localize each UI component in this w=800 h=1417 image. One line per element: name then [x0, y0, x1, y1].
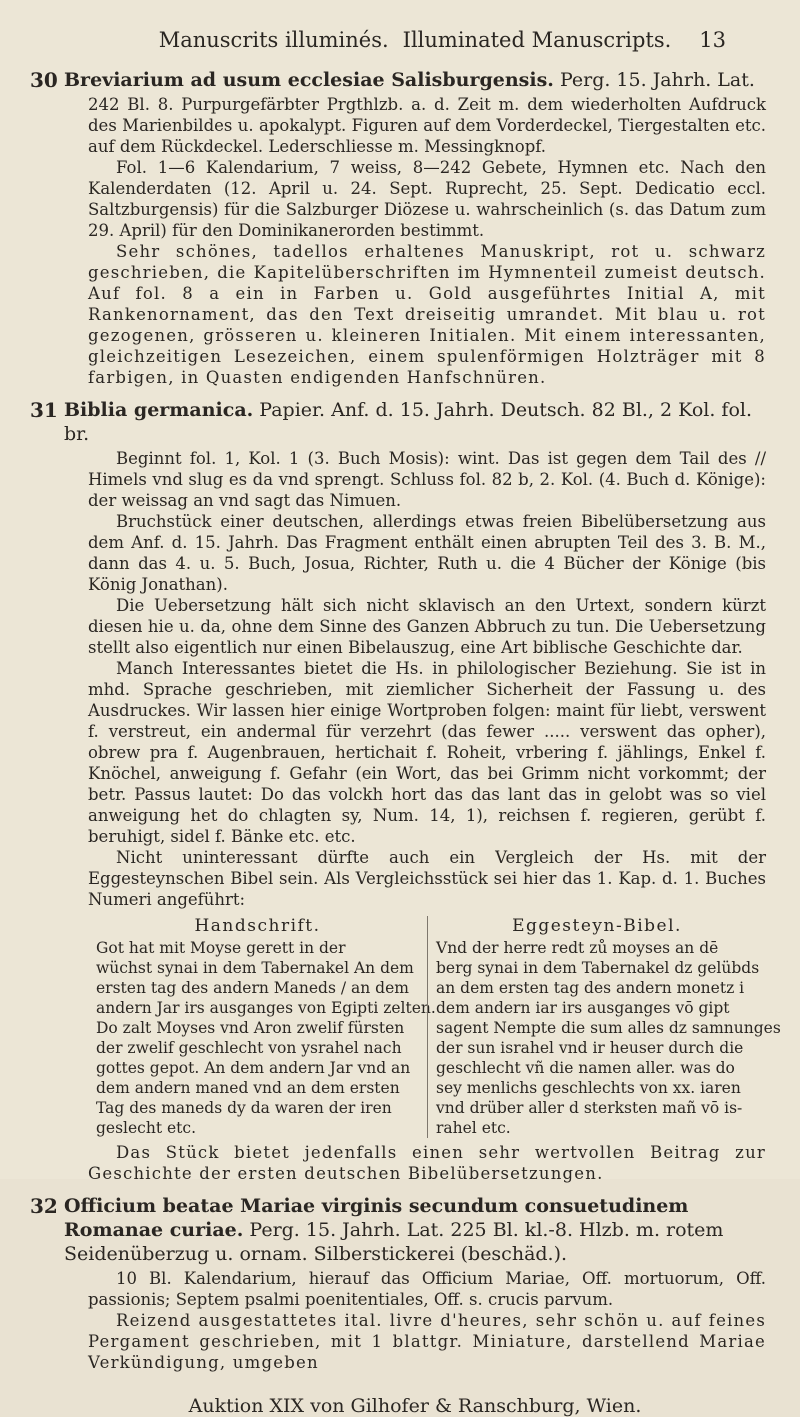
comparison-table	[64, 916, 781, 1138]
header-left: Manuscrits illuminés.	[158, 28, 389, 52]
comparison-line: vnd drüber aller d sterksten mañ vō is-	[436, 1099, 743, 1117]
comparison-line: dem andern maned vnd an dem ersten	[96, 1079, 400, 1097]
page-footer: Auktion XIX von Gilhofer & Ranschburg, Wien.	[188, 1395, 642, 1417]
entry-paragraph: 10 Bl. Kalendarium, hierauf das Officium Mariae, Off. mortuorum, Off. passionis; Septem psalmi poenitentiales, Off. s. crucis parvum.	[88, 1269, 766, 1309]
comparison-left-column	[88, 916, 436, 1138]
comparison-line: Tag des maneds dy da waren der iren	[96, 1099, 392, 1117]
entry-title-main: Biblia germanica.	[64, 399, 254, 421]
comparison-line: Do zalt Moyses vnd Aron zwelif fürsten	[96, 1019, 405, 1037]
entry-number: 30	[30, 68, 58, 92]
entry-title-main: Breviarium ad usum ecclesiae Salisburgensis.	[64, 69, 554, 91]
entry-title	[64, 398, 766, 446]
entry-description: 242 Bl. 8. Purpurgefärbter Prgthlzb. a. d. Zeit m. dem wiederholten Aufdruck des Marienbildes u. apokalypt. Figuren auf dem Vorderdeckel, Tiergestalten etc. auf dem Rückdeckel. Lederschliesse m. Messingknopf.	[88, 95, 766, 156]
entry-32	[30, 1194, 766, 1373]
entry-paragraph: Manch Interessantes bietet die Hs. in philologischer Beziehung. Sie ist in mhd. Sprache geschrieben, mit ziemlicher Sicherheit der Fassung u. des Ausdruckes. Wir lassen hier einige Wortproben folgen: maint für liebt, verswent f. verstreut, ein andermal für verzehrt (das fewer ..... verswent das opher), obrew pra f. Augenbrauen, hertichait f. Roheit, vrbering f. jählings, Enkel f. Knöchel, anweigung f. Gefahr (ein Wort, das bei Grimm nicht vorkommt; der betr. Passus lautet: Do das volckh hort das das lant das in gelobt was so viel anweigung het do chlagten sy, Num. 14, 1), reichsen f. regieren, gerübt f. beruhigt, sidel f. Bänke etc. etc.	[88, 659, 766, 846]
comparison-line: geschlecht vñ die namen aller. was do	[436, 1059, 735, 1077]
comparison-line: wüchst synai in dem Tabernakel An dem	[96, 959, 414, 977]
entry-title	[64, 68, 766, 92]
entry-30	[30, 68, 766, 388]
entry-closing: Das Stück bietet jedenfalls einen sehr wertvollen Beitrag zur Geschichte der ersten deutschen Bibelübersetzungen.	[88, 1143, 766, 1183]
comparison-line: sey menlichs geschlechts von xx. iaren	[436, 1079, 741, 1097]
entry-number: 31	[30, 398, 58, 422]
entry-title-rest: Perg. 15. Jahrh. Lat.	[559, 69, 755, 91]
comparison-left-title: Handschrift.	[194, 916, 321, 936]
comparison-line: ersten tag des andern Maneds / an dem	[96, 979, 409, 997]
entry-title-rest: Papier. Anf. d. 15. Jahrh. Deutsch. 82 Bl., 2 Kol. fol. br.	[64, 399, 753, 445]
comparison-line: rahel etc.	[436, 1119, 511, 1137]
comparison-line: andern Jar irs ausganges von Egipti zelten.	[96, 999, 436, 1017]
entry-paragraph: Reizend ausgestattetes ital. livre d'heures, sehr schön u. auf feines Pergament geschrieben, mit 1 blattgr. Miniature, darstellend Mariae Verkündigung, umgeben	[88, 1311, 766, 1372]
page-number: 13	[699, 28, 726, 52]
comparison-right-title: Eggesteyn-Bibel.	[512, 916, 682, 936]
comparison-right-column	[427, 916, 781, 1138]
comparison-line: dem andern iar irs ausganges vō gipt	[436, 999, 730, 1017]
comparison-line: an dem ersten tag des andern monetz i	[436, 979, 745, 997]
entry-number: 32	[30, 1194, 58, 1218]
comparison-line: der zwelif geschlecht von ysrahel nach	[96, 1039, 402, 1057]
entry-title-rest: Perg. 15. Jahrh. Lat. 225 Bl. kl.-8. Hlzb. m. rotem Seidenüberzug u. ornam. Silberstickerei (beschäd.).	[64, 1219, 724, 1265]
comparison-line: berg synai in dem Tabernakel dz gelübds	[436, 959, 760, 977]
entry-31	[30, 398, 781, 1184]
comparison-line: Got hat mit Moyse gerett in der	[96, 939, 346, 957]
comparison-line: Vnd der herre redt zů moyses an dē	[436, 939, 719, 957]
comparison-line: geslecht etc.	[96, 1119, 197, 1137]
page-header	[64, 28, 766, 52]
entry-paragraph: Beginnt fol. 1, Kol. 1 (3. Buch Mosis): wint. Das ist gegen dem Tail des // Himels vnd slug es da vnd sprengt. Schluss fol. 82 b, 2. Kol. (4. Buch d. Könige): der weissag an vnd sagt das Nimuen.	[88, 449, 766, 510]
comparison-line: der sun israhel vnd ir heuser durch die	[436, 1039, 744, 1057]
comparison-line: sagent Nempte die sum alles dz samnunges	[436, 1019, 781, 1037]
entry-paragraph: Sehr schönes, tadellos erhaltenes Manuskript, rot u. schwarz geschrieben, die Kapitelüberschriften im Hymnenteil zumeist deutsch. Auf fol. 8 a ein in Farben u. Gold ausgeführtes Initial A, mit Rankenornament, das den Text dreiseitig umrandet. Mit blau u. rot gezogenen, grösseren u. kleineren Initialen. Mit einem interessanten, gleichzeitigen Lesezeichen, einem spulenförmigen Holzträger mit 8 farbigen, in Quasten endigenden Hanfschnüren.	[88, 242, 766, 387]
entry-title-main: Officium beatae Mariae virginis secundum consuetudinem Romanae curiae.	[64, 1195, 689, 1241]
entry-paragraph: Fol. 1—6 Kalendarium, 7 weiss, 8—242 Gebete, Hymnen etc. Nach den Kalenderdaten (12. April u. 24. Sept. Ruprecht, 25. Sept. Dedicatio eccl. Saltzburgensis) für die Salzburger Diözese u. wahrscheinlich (s. das Datum zum 29. April) für den Dominikanerorden bestimmt.	[88, 158, 766, 240]
entry-paragraph: Nicht uninteressant dürfte auch ein Vergleich der Hs. mit der Eggesteynschen Bibel sein. Als Vergleichsstück sei hier das 1. Kap. d. 1. Buches Numeri angeführt:	[88, 848, 766, 909]
entry-paragraph: Bruchstück einer deutschen, allerdings etwas freien Bibelübersetzung aus dem Anf. d. 15. Jahrh. Das Fragment enthält einen abrupten Teil des 3. B. M., dann das 4. u. 5. Buch, Josua, Richter, Ruth u. die 4 Bücher der Könige (bis König Jonathan).	[88, 512, 766, 594]
header-right: Illuminated Manuscripts.	[402, 28, 672, 52]
comparison-line: gottes gepot. An dem andern Jar vnd an	[96, 1059, 411, 1077]
entry-paragraph: Die Uebersetzung hält sich nicht sklavisch an den Urtext, sondern kürzt diesen hie u. da, ohne dem Sinne des Ganzen Abbruch zu tun. Die Uebersetzung stellt also eigentlich nur einen Bibelauszug, eine Art biblische Geschichte dar.	[88, 596, 766, 657]
entry-title	[64, 1194, 766, 1266]
